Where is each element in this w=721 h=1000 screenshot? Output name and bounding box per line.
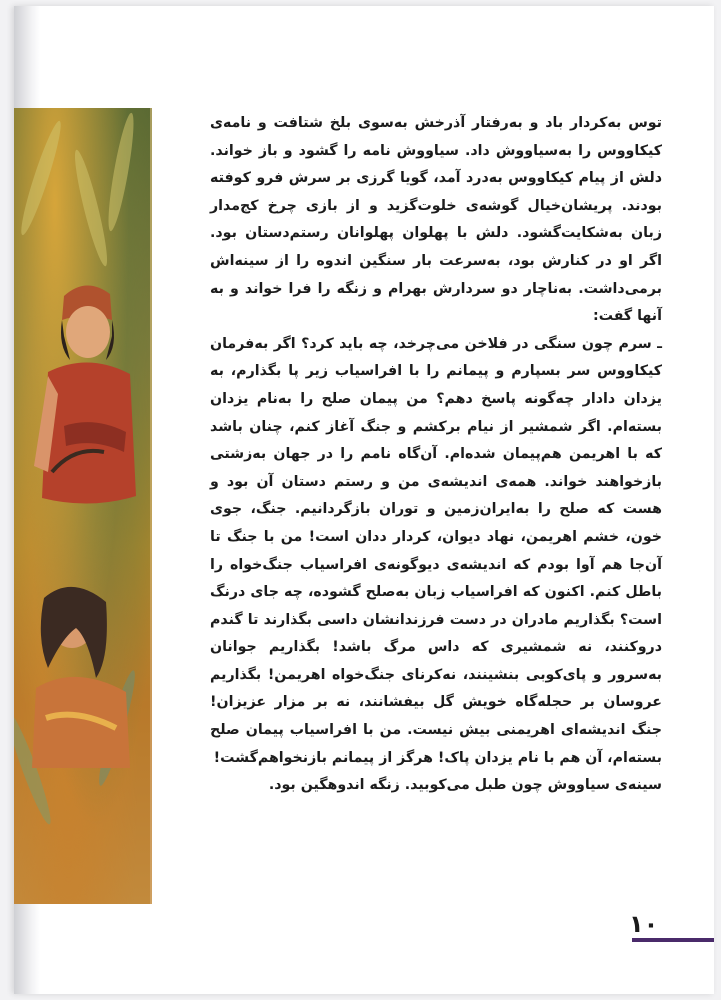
leaf-shape	[104, 112, 139, 233]
page-number: ۱۰	[629, 910, 659, 938]
story-paragraph: ـ سرم چون سنگی در فلاخن می‌چرخد، چه باید کرد؟ اگر به‌فرمان کیکاووس سر بسپارم و پیمانم را با افراسیاب زیر پا بگذارم، به یزدان دادار چه‌گونه پاسخ دهم؟ من پیمان صلح را به‌نام یزدان بسته‌ام. اگر شمشیر از نیام برکشم و جنگ آغاز کنم، چنان باشد که با اهریمن هم‌پیمان شده‌ام. آن‌گاه نامم را در جهان به‌زشتی بازخواهند خواند. همه‌ی اندیشه‌ی من و رستم دستان آن بود و هست که صلح را به‌ایران‌زمین و توران بازگردانیم. جنگ، جوی خون، خشم اهریمن، نهاد دیوان، کردار ددان است! من با جنگ تا آن‌جا هم آوا بودم که اندیشه‌ی دیوگونه‌ی افراسیاب جنگ‌خواه را باطل کنم. اکنون که افراسیاب زبان به‌صلح گشوده، چه جای درنگ است؟ بگذاریم مادران در دست فرزندانشان داسی بگذارند تا گندم دروکنند، نه شمشیری که داس مرگ باشد! بگذاریم جوانان به‌سرور و پای‌کوبی بنشینند، نه‌کرنای جنگ‌خواه اهریمن! بگذاریم عروسان بر حجله‌گاه خویش گل بیفشانند، نه بر مزار عزیزان! جنگ اندیشه‌ای اهریمنی بیش نیست. من با افراسیاب پیمان صلح بسته‌ام، آن هم با نام یزدان پاک! هرگز از پیمانم بازنخواهم‌گشت!	[210, 335, 662, 766]
painted-figures-illustration	[14, 108, 152, 904]
second-figure-illustration	[26, 568, 136, 768]
story-paragraph: سینه‌ی سیاووش چون طبل می‌کوبید. زنگه اندوهگین بود.	[268, 777, 662, 794]
story-text	[210, 110, 662, 800]
book-page	[14, 6, 714, 994]
standing-figure-illustration	[34, 276, 140, 516]
leaf-shape	[16, 119, 66, 237]
page-number-rule	[632, 938, 714, 942]
story-paragraph: توس به‌کردار باد و به‌رفتار آذرخش به‌سوی بلخ شتافت و نامه‌ی کیکاووس را به‌سیاووش داد. سیاووش نامه را گشود و باز خواند. دلش از پیام کیکاووس به‌درد آمد، گویا گرزی بر سرش فرو کوفته بودند. پریشان‌خیال گوشه‌ی خلوت‌گزید و از بازی چرخ کج‌مدار زبان به‌شکایت‌گشود. دلش با پهلوان پهلوانان رستم‌دستان بود. اگر او در کنارش بود، به‌سرعت بار سنگین اندوه را از سینه‌اش برمی‌داشت. به‌ناچار دو سردارش بهرام و زنگه را فرا خواند و به آنها گفت:	[210, 115, 662, 325]
leaf-shape	[70, 148, 113, 268]
